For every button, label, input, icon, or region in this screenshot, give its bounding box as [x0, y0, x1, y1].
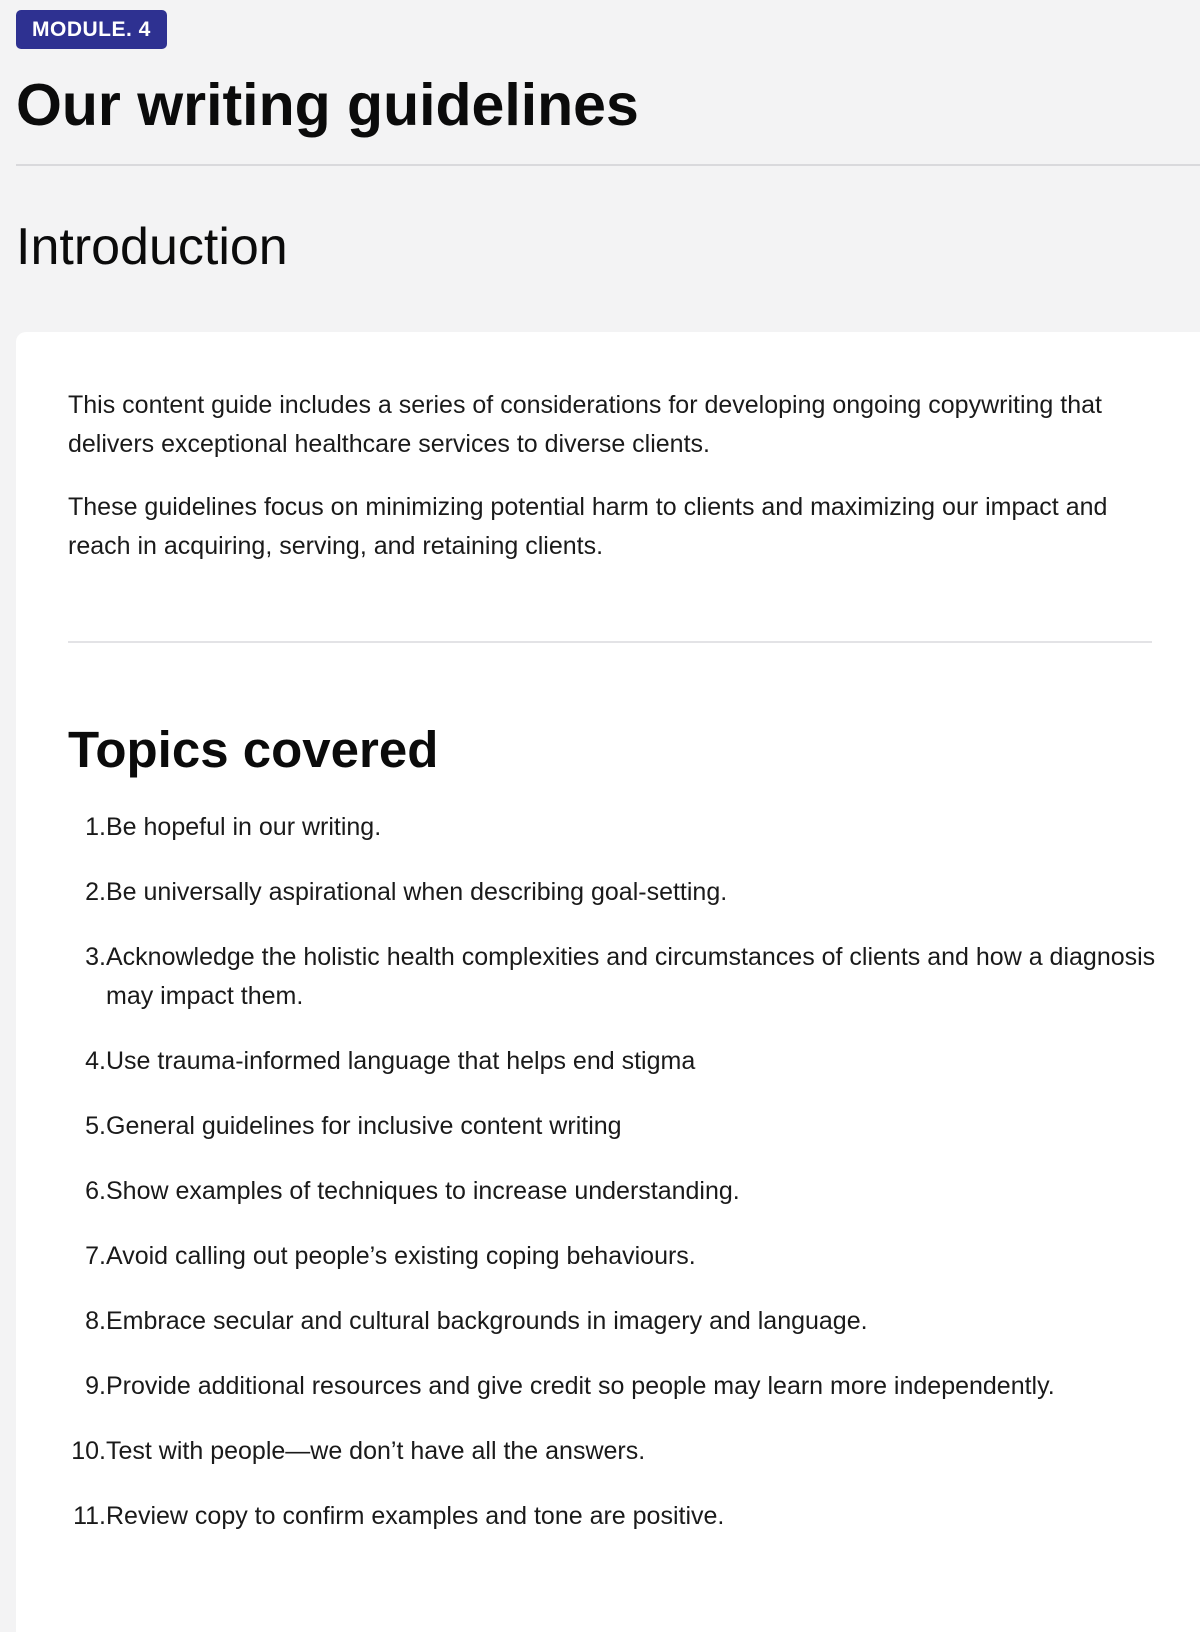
list-item: [68, 873, 1178, 912]
list-item-number: 5.: [85, 1112, 106, 1140]
list-item-text: General guidelines for inclusive content writing: [106, 1112, 622, 1140]
list-item-text: Acknowledge the holistic health complexities and circumstances of clients and how a diagnosis may impact them.: [106, 943, 1156, 1010]
intro-paragraph: This content guide includes a series of considerations for developing ongoing copywriting that delivers exceptional healthcare services to diverse clients.: [68, 391, 1102, 458]
list-item: [68, 1107, 1178, 1146]
list-item: [68, 808, 1178, 847]
content-card: [16, 332, 1200, 1632]
list-item-number: 8.: [85, 1307, 106, 1335]
list-item-text: Be hopeful in our writing.: [106, 813, 382, 841]
list-item-number: 11.: [73, 1502, 106, 1530]
list-item-text: Embrace secular and cultural backgrounds in imagery and language.: [106, 1307, 868, 1335]
list-item-text: Use trauma-informed language that helps end stigma: [106, 1047, 696, 1075]
list-item-text: Be universally aspirational when describing goal-setting.: [106, 878, 728, 906]
list-item-number: 9.: [85, 1372, 106, 1400]
topics-heading: Topics covered: [68, 721, 439, 778]
page-title: Our writing guidelines: [16, 72, 639, 138]
list-item: [68, 1367, 1178, 1406]
list-item-number: 2.: [85, 878, 106, 906]
topics-list: [68, 808, 1178, 1562]
list-item: [68, 1237, 1178, 1276]
card-divider: [68, 641, 1152, 643]
list-item-text: Test with people—we don’t have all the answers.: [106, 1437, 646, 1465]
list-item: [68, 1432, 1178, 1471]
list-item: [68, 938, 1178, 1016]
list-item-text: Provide additional resources and give credit so people may learn more independently.: [106, 1372, 1055, 1400]
title-divider: [16, 164, 1200, 166]
list-item-number: 7.: [85, 1242, 106, 1270]
section-heading-introduction: Introduction: [16, 218, 288, 276]
list-item: [68, 1042, 1178, 1081]
list-item-number: 1.: [85, 813, 106, 841]
list-item-number: 10.: [71, 1437, 106, 1465]
list-item-text: Review copy to confirm examples and tone are positive.: [106, 1502, 725, 1530]
list-item-text: Show examples of techniques to increase understanding.: [106, 1177, 740, 1205]
intro-body: [68, 386, 1158, 590]
list-item-number: 6.: [85, 1177, 106, 1205]
list-item: [68, 1172, 1178, 1211]
module-badge: MODULE. 4: [16, 10, 167, 49]
list-item-number: 4.: [85, 1047, 106, 1075]
list-item: [68, 1497, 1178, 1536]
intro-paragraph: These guidelines focus on minimizing potential harm to clients and maximizing our impact and reach in acquiring, serving, and retaining clients.: [68, 493, 1108, 560]
list-item: [68, 1302, 1178, 1341]
list-item-text: Avoid calling out people’s existing coping behaviours.: [106, 1242, 696, 1270]
list-item-number: 3.: [85, 943, 106, 971]
